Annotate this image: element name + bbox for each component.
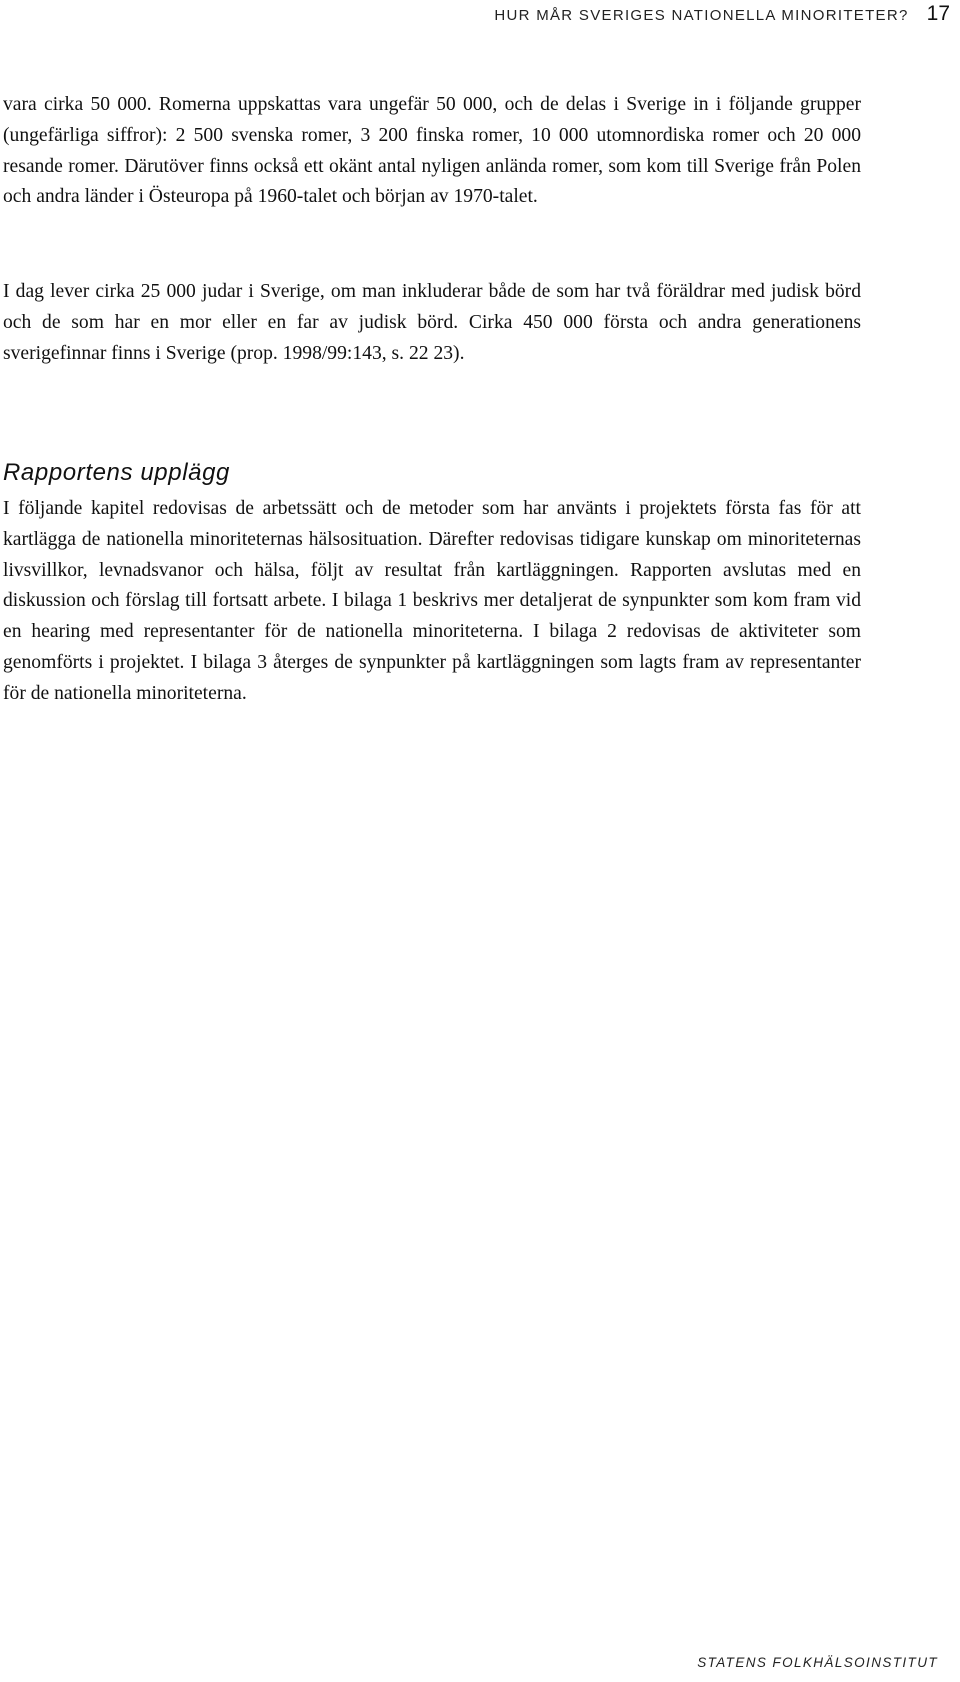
page-number: 17 — [926, 2, 950, 25]
body-paragraph: I dag lever cirka 25 000 judar i Sverige, om man inkluderar både de som har två föräldrar med judisk börd och de som har en mor eller en far av judisk börd. Cirka 450 000 första och andra generationens sverigefinnar finns i Sverige (prop. 1998/99:143, s. 22 23). — [3, 281, 861, 364]
body-paragraph: vara cirka 50 000. Romerna uppskattas vara ungefär 50 000, och de delas i Sverige in i följande grupper (ungefärliga siffror): 2 500 svenska romer, 3 200 finska romer, 10 000 utomnordiska romer och 20 000 resande romer. Därutöver finns också ett okänt antal nyligen anlända romer, som kom till Sverige från Polen och andra länder i Östeuropa på 1960-talet och början av 1970-talet. — [3, 94, 861, 208]
body-paragraph: I följande kapitel redovisas de arbetssätt och de metoder som har använts i projektets första fas för att kartlägga de nationella minoriteternas hälsosituation. Därefter redovisas tidigare kunskap om minoriteternas livsvillkor, levnadsvanor och hälsa, följt av resultat från kartläggningen. Rapporten avslutas med en diskussion och förslag till fortsatt arbete. I bilaga 1 beskrivs mer detaljerat de synpunkter som kom fram vid en hearing med representanter för de nationella minoriteterna. I bilaga 2 redovisas de aktiviteter som genomförts i projektet. I bilaga 3 återges de synpunkter på kartläggningen som lagts fram av representanter för de nationella minoriteterna. — [3, 498, 861, 704]
section-heading: Rapportens upplägg — [3, 459, 230, 486]
header-title: HUR MÅR SVERIGES NATIONELLA MINORITETER? — [494, 7, 909, 24]
running-header — [494, 2, 950, 26]
running-footer: STATENS FOLKHÄLSOINSTITUT — [697, 1655, 938, 1670]
